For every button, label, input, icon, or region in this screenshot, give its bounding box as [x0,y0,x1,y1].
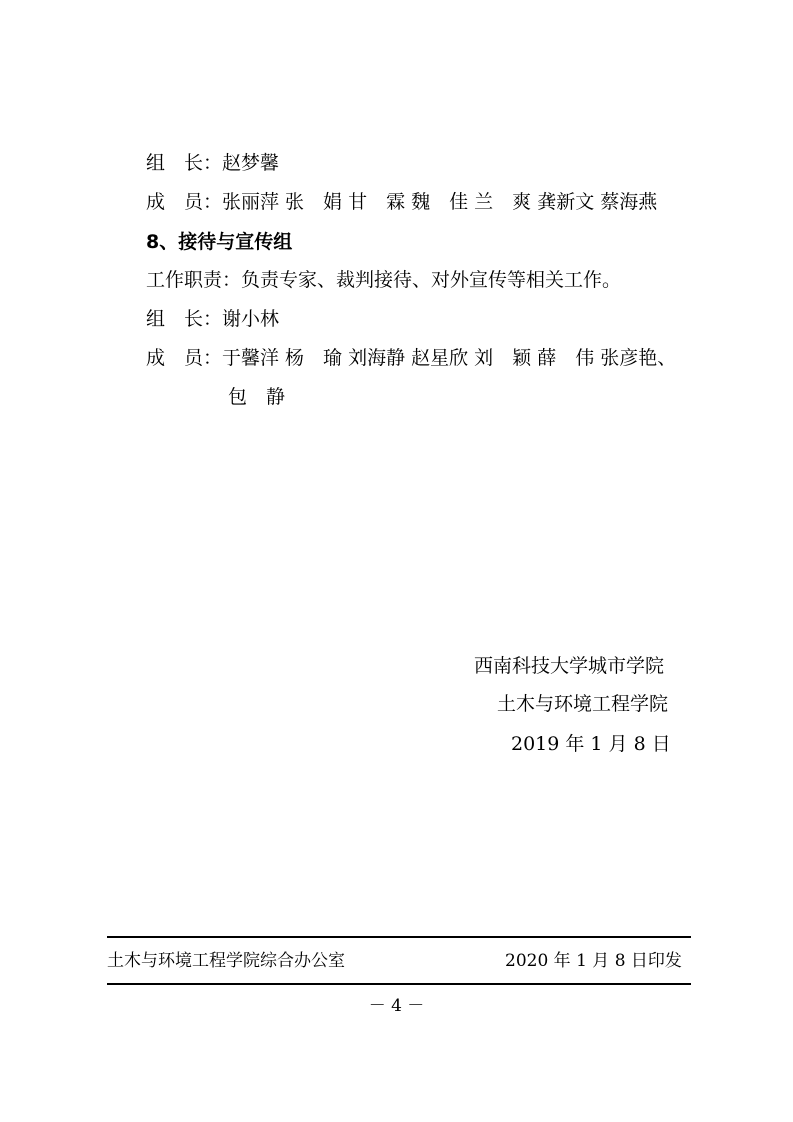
signature-org-college: 土木与环境工程学院 [497,693,669,715]
section-8-heading: 8、接待与宣传组 [146,231,293,253]
footer-issue-date: 2020 年 1 月 8 日印发 [505,951,682,971]
group-8-members-line1: 成 员：于馨洋 杨 瑜 刘海静 赵星欣 刘 颖 薛 伟 张彦艳、 [146,347,677,369]
page-number: － 4 － [368,996,425,1016]
signature-org-university: 西南科技大学城市学院 [474,655,665,677]
footer-issuer: 土木与环境工程学院综合办公室 [107,951,345,971]
footer-bottom-rule [107,983,691,985]
group-7-leader: 组 长：赵梦馨 [146,152,280,174]
footer-top-rule [107,936,691,938]
group-8-leader: 组 长：谢小林 [146,308,280,330]
group-8-duties: 工作职责：负责专家、裁判接待、对外宣传等相关工作。 [146,269,622,291]
group-8-members-line2: 包 静 [228,386,286,408]
signature-date: 2019 年 1 月 8 日 [511,733,671,755]
group-7-members: 成 员：张丽萍 张 娟 甘 霖 魏 佳 兰 爽 龚新文 蔡海燕 [146,191,658,213]
